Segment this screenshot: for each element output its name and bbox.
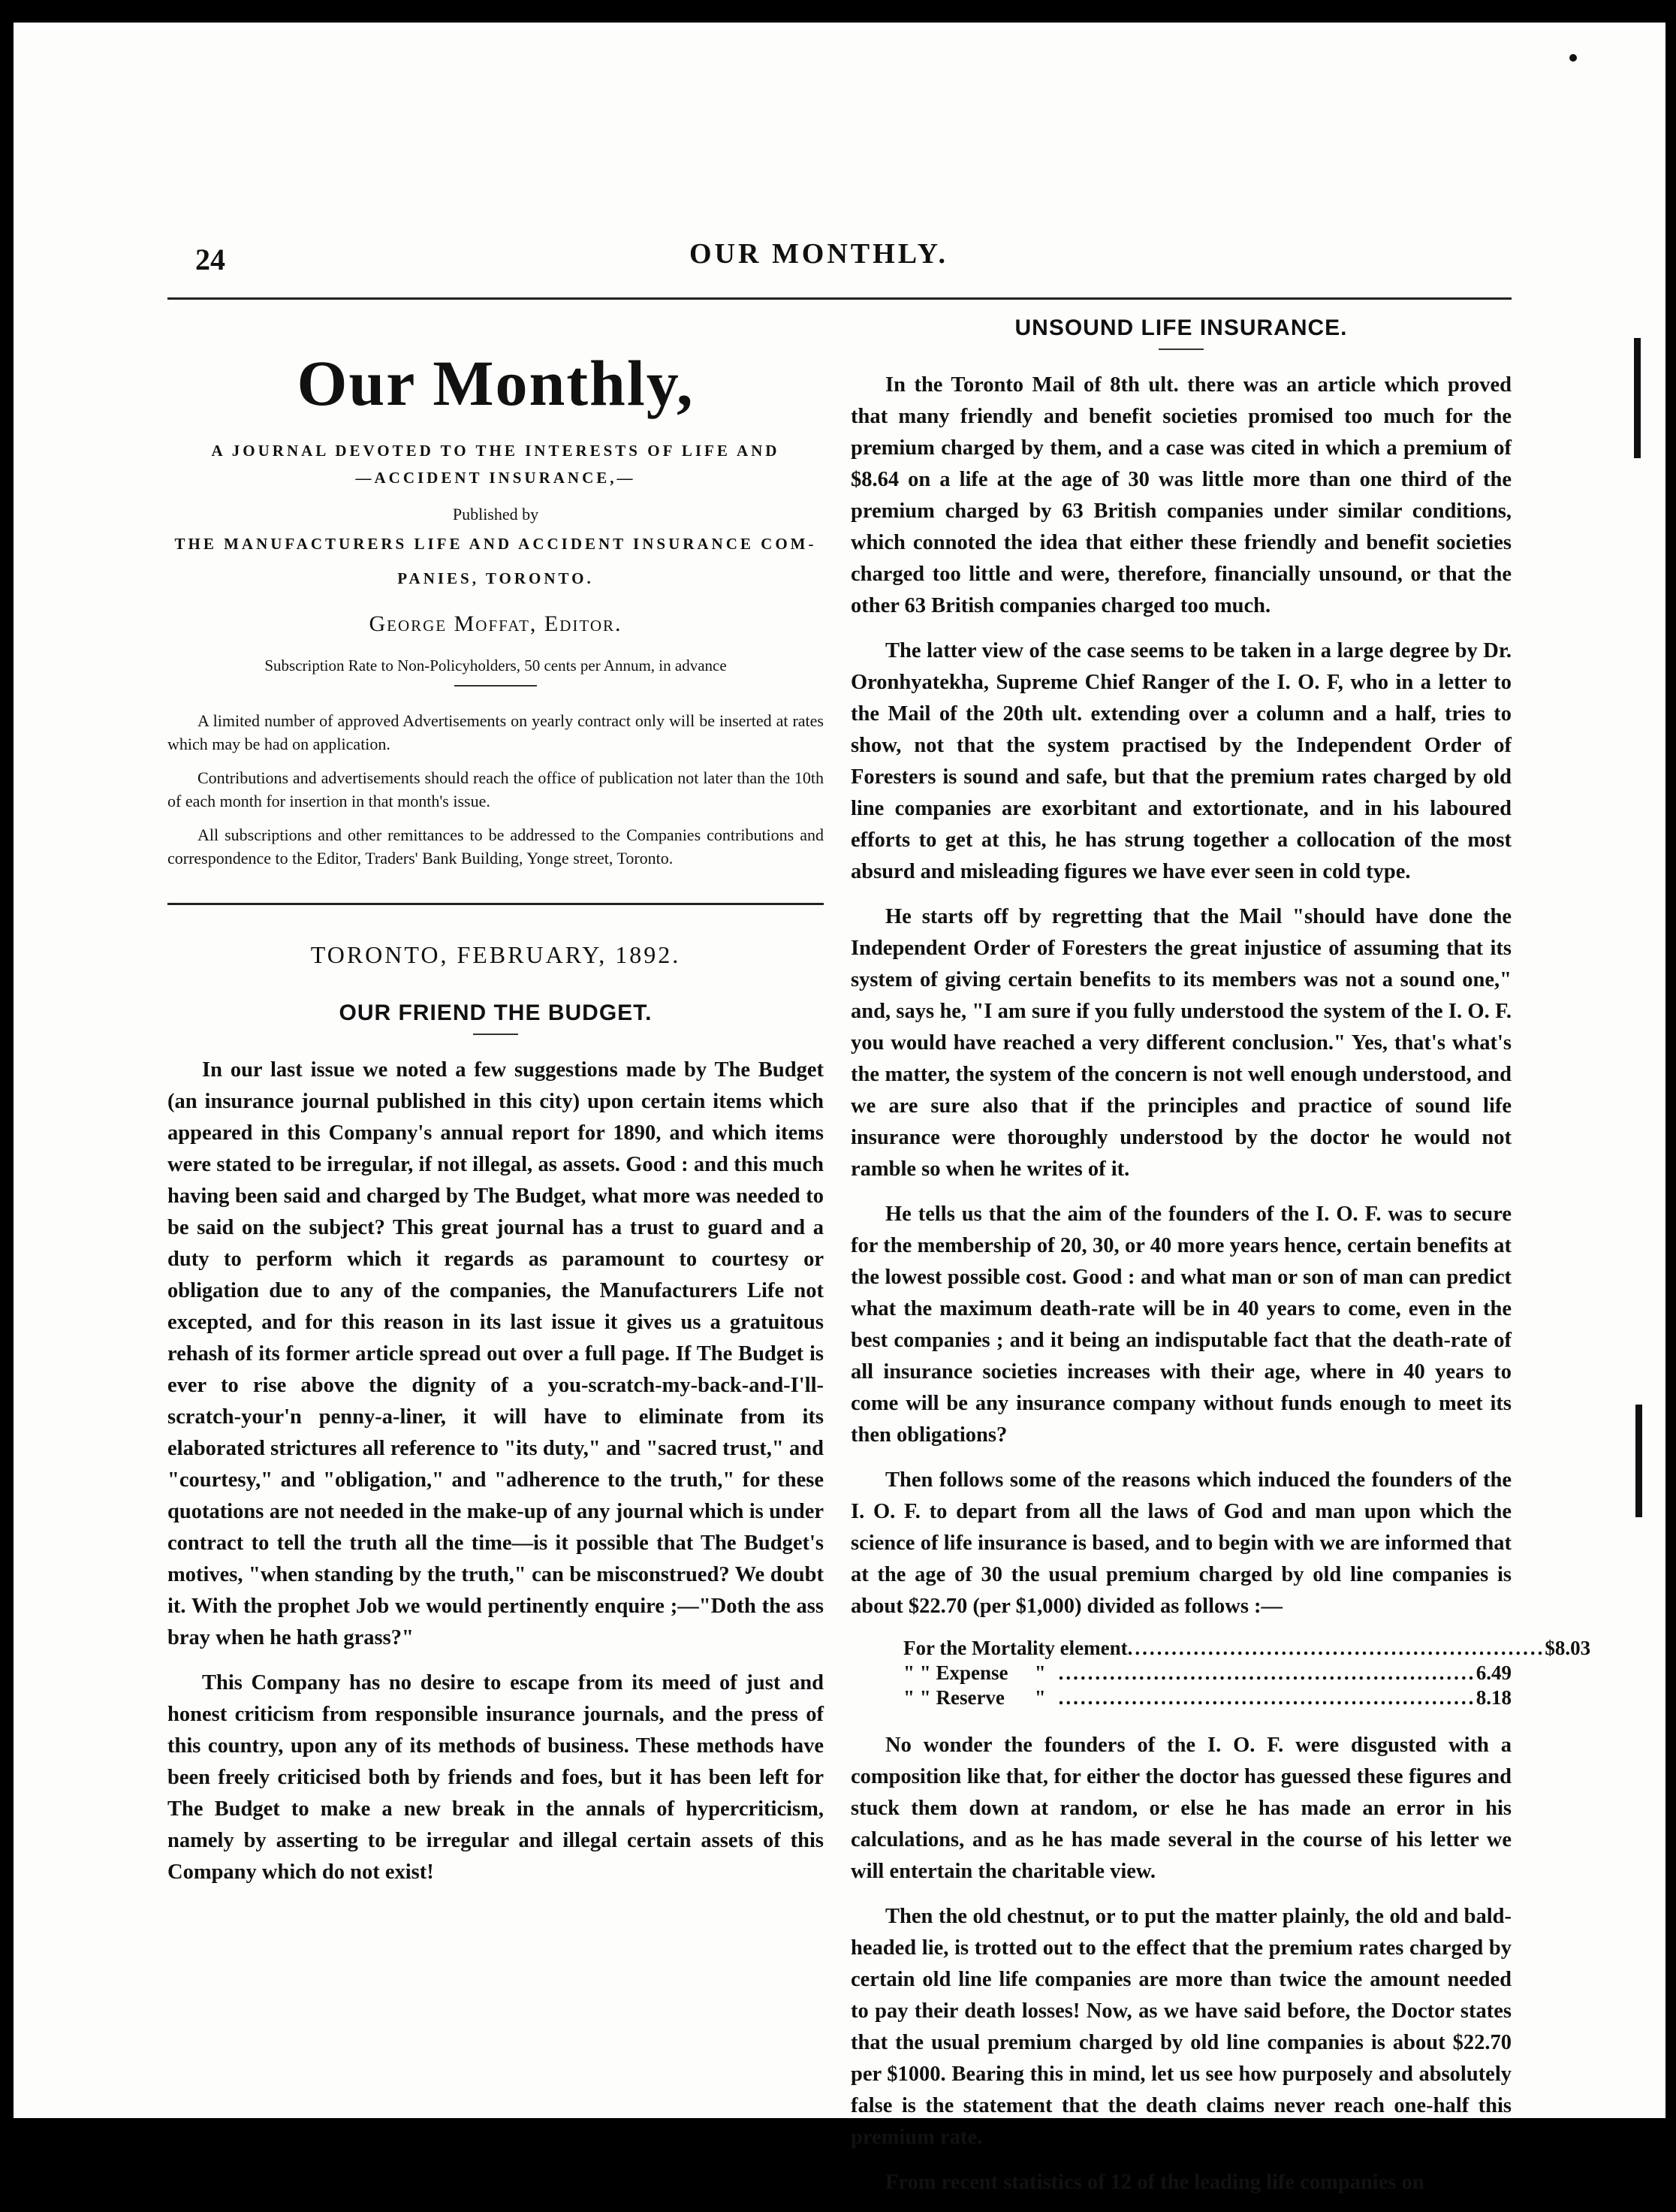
short-rule — [454, 685, 537, 687]
row-value: 8.18 — [1476, 1686, 1512, 1709]
newspaper-page — [14, 23, 1665, 2194]
leader-dots: ......................................................... — [1127, 1637, 1545, 1659]
right-article-paragraph: From recent statistics of 12 of the leading life companies on — [885, 2171, 1424, 2194]
row-value: 6.49 — [1476, 1661, 1512, 1684]
editor-line: George Moffat, Editor. — [369, 611, 622, 636]
header-rule — [167, 297, 1512, 300]
left-article-paragraph: This Company has no desire to escape from its meed of just and honest criticism from responsible insurance journals, and the press of this country, upon any of its methods of business. These methods have been freely criticised both by friends and foes, but it has been left for The Budget to make a new break in the annals of hypercriticism, namely by asserting to be irregular and illegal certain assets of this Company which do not exist! — [167, 1671, 824, 1884]
row-ditto: " — [1034, 1661, 1046, 1684]
scan-speck — [1569, 54, 1577, 62]
right-article-paragraph: In the Toronto Mail of 8th ult. there was an article which proved that many friendly and benefit societies promised too much for the premium charged by them, and a case was cited in which a premium of $8.64 on a life at the age of 30 was little more than one third of the premium charged by 63 British companies under similar conditions, which connoted the idea that either these friendly and benefit societies charged too little and were, therefore, financially unsound, or that the other 63 British companies charged too much. — [851, 373, 1512, 617]
row-label: " " Expense — [903, 1661, 1008, 1684]
row-ditto: " — [1034, 1686, 1046, 1709]
right-article-paragraph: The latter view of the case seems to be taken in a large degree by Dr. Oronhyatekha, Supreme Chief Ranger of the I. O. F, who in a letter to the Mail of the 20th ult. extending over a column and a half, tries to show, not that the system practised by the Independent Order of Foresters is sound and safe, but that the premium rates charged by old line companies are exorbitant and extortionate, and in his laboured efforts to get at this, he has strung together a collocation of the most absurd and misleading figures we have ever seen in cold type. — [851, 639, 1512, 883]
left-column — [167, 315, 824, 1902]
masthead-rule — [167, 903, 824, 905]
row-label: " " Reserve — [903, 1686, 1005, 1709]
premium-breakdown-table — [851, 1636, 1591, 1710]
published-by: Published by — [452, 505, 539, 524]
leader-dots: ......................................................... — [1058, 1686, 1476, 1709]
table-row — [851, 1636, 1591, 1661]
notice-advertisements: A limited number of approved Advertisements on yearly contract only will be inserted at rates which may be had on application. — [167, 711, 824, 753]
masthead-subtitle-line-2: —ACCIDENT INSURANCE,— — [355, 469, 636, 487]
masthead — [167, 346, 824, 637]
publisher-line-1: THE MANUFACTURERS LIFE AND ACCIDENT INSURANCE COM- — [174, 535, 817, 553]
table-row — [851, 1661, 1512, 1685]
running-title: OUR MONTHLY. — [689, 238, 949, 270]
right-article-paragraph: Then the old chestnut, or to put the matter plainly, the old and bald-headed lie, is trotted out to the effect that the premium rates charged by certain old line life companies are more than twice the amount needed to pay their death losses! Now, as we have said before, the Doctor states that the usual premium charged by old line companies is about $22.70 per $1000. Bearing this in mind, let us see how purposely and absolutely false is the statement that the death claims never reach one-half this premium rate. — [851, 1905, 1512, 2149]
row-label: For the Mortality element — [903, 1637, 1128, 1659]
publisher-line-2: PANIES, TORONTO. — [397, 569, 594, 587]
right-column — [851, 315, 1591, 2212]
dateline: TORONTO, FEBRUARY, 1892. — [310, 941, 681, 968]
right-article-paragraph: He starts off by regretting that the Mail "should have done the Independent Order of Foresters the great injustice of assuming that its system of giving certain benefits to its members was not a sound one," and, says he, "I am sure if you fully understood the system of the I. O. F. you would have reached a very different conclusion." Yes, that's what's the matter, the system of the concern is not well enough understood, and we are sure also that if the principles and practice of sound life insurance were thoroughly understood by the doctor he would not ramble so when he writes of it. — [851, 905, 1512, 1181]
heading-rule — [473, 1034, 518, 1035]
masthead-title: Our Monthly, — [297, 347, 695, 419]
right-article-paragraph: No wonder the founders of the I. O. F. were disgusted with a composition like that, for either the doctor has guessed these figures and stuck them down at random, or else he has made an error in his calculations, and as he has made several in the course of his letter we will entertain the charitable view. — [851, 1734, 1512, 1883]
masthead-subtitle-line-1: A JOURNAL DEVOTED TO THE INTERESTS OF LIFE AND — [211, 442, 780, 460]
left-article-heading: OUR FRIEND THE BUDGET. — [339, 1000, 653, 1025]
scan-mark — [1634, 338, 1641, 458]
leader-dots: ......................................................... — [1058, 1661, 1476, 1684]
row-value: $8.03 — [1545, 1637, 1591, 1659]
table-row — [851, 1685, 1512, 1710]
scan-mark — [1635, 1405, 1642, 1517]
left-article-paragraph: In our last issue we noted a few suggestions made by The Budget (an insurance journal published in this city) upon certain items which appeared in this Company's annual report for 1890, and which items were stated to be irregular, if not illegal, as assets. Good : and this much having been said and charged by The Budget, what more was needed to be said on the subject? This great journal has a trust to guard and a duty to perform which it regards as paramount to courtesy or obligation due to any of the companies, the Manufacturers Life not excepted, and for this reason in its last issue it gives us a gratuitous rehash of its former article spread out over a full page. If The Budget is ever to rise above the dignity of a you-scratch-my-back-and-I'll-scratch-your'n penny-a-liner, it will have to eliminate from its elaborated strictures all reference to "its duty," and "sacred trust," and "courtesy," and "obligation," and "adherence to the truth," for these quotations are not needed in the make-up of any journal which is under contract to tell the truth all the time—is it possible that The Budget's motives, "when standing by the truth," can be misconstrued? We doubt it. With the prophet Job we would pertinently enquire ;—"Doth the ass bray when he hath grass?" — [167, 1058, 824, 1649]
heading-rule — [1159, 349, 1204, 350]
right-article-paragraph: Then follows some of the reasons which induced the founders of the I. O. F. to depart from all the laws of God and man upon which the science of life insurance is based, and to begin with we are informed that at the age of 30 the usual premium charged by old line companies is about $22.70 (per $1,000) divided as follows :— — [851, 1468, 1512, 1618]
page-number: 24 — [195, 243, 225, 276]
right-article-paragraph: He tells us that the aim of the founders of the I. O. F. was to secure for the membership of 20, 30, or 40 more years hence, certain benefits at the lowest possible cost. Good : and what man or son of man can predict what the maximum death-rate will be in 40 years to come, even in the best companies ; and it being an indisputable fact that the death-rate of all insurance societies increases with their age, where in 40 years to come will be any insurance company without funds enough to meet its then obligations? — [851, 1203, 1512, 1447]
notice-contributions: Contributions and advertisements should reach the office of publication not later than the 10th of each month for insertion in that month's issue. — [167, 768, 824, 810]
notice-subscriptions: All subscriptions and other remittances to be addressed to the Companies contributions and correspondence to the Editor, Traders' Bank Building, Yonge street, Toronto. — [167, 825, 824, 868]
subscription-rate: Subscription Rate to Non-Policyholders, 50 cents per Annum, in advance — [264, 656, 727, 674]
right-article-heading: UNSOUND LIFE INSURANCE. — [1014, 315, 1348, 340]
